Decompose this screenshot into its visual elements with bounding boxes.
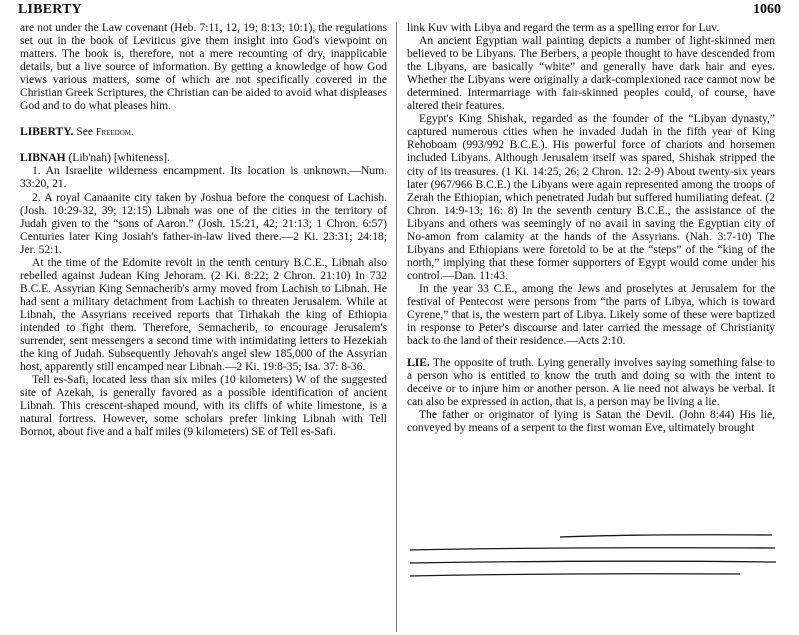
see-word: See bbox=[76, 126, 93, 139]
lie-underlined-text: Lying generally involves saying something false to a person who is entitled to know the truth and doing so with the intent to deceive or to injure him or another person. bbox=[407, 357, 776, 396]
hand-underline-2 bbox=[410, 548, 775, 550]
libnah-pronunciation: (Lib'nah) [whiteness]. bbox=[68, 152, 170, 165]
lie-paragraph-2: The father or originator of lying is Satan the Devil. (John 8:44) His lie, conveyed by means of a serpent to the first woman Eve, ultimately brought bbox=[407, 409, 775, 435]
libnah-paragraph-1: 1. An Israelite wilderness encampment. Its location is unknown.—Num. 33:20, 21. bbox=[20, 165, 387, 191]
liberty-entry-head: LIBERTY. bbox=[20, 126, 74, 139]
hand-underline-3 bbox=[410, 561, 776, 563]
libya-paragraph-1: link Kuv with Libya and regard the term as a spelling error for Luv. bbox=[407, 22, 720, 34]
libnah-paragraph-4: Tell es-Safi, located less than six miles (10 kilometers) W of the suggested site of Azekah, is generally favored as a possible identification of ancient Libnah. This crescent-shaped mound, with its cliffs of white limestone, is a natural fortress. However, some scholars prefer linking Libnah with Tell Bornot, about five and a half miles (9 kilometers) SE of Tell es-Safi. bbox=[20, 374, 387, 439]
libnah-paragraph-2: 2. A royal Canaanite city taken by Joshua before the conquest of Lachish. (Josh. 10:29-32, 39; 12:15) Libnah was one of the cities in the territory of Judah given to the “sons of Aaron.” (Josh. 15:21, 42; 21:13; 1 Chron. 6:57) Centuries later King Josiah's father-in-law lived there.—2 Ki. 23:31; 24:18; Jer. 52:1. bbox=[20, 191, 387, 256]
running-title: LIBERTY bbox=[18, 2, 82, 17]
libya-paragraph-2: An ancient Egyptian wall painting depicts a number of light-skinned men believed to be Libyans. The Berbers, a people thought to have descended from the Libyans, are basically “white” and generally have dark hair and eyes. Whether the Libyans were originally a dark-complexioned race cannot now be determined. Intermarriage with fair-skinned peoples could, of course, have altered their features. bbox=[407, 35, 775, 113]
lie-lead-text: The opposite of truth. bbox=[432, 357, 535, 370]
hand-underline-1 bbox=[560, 535, 772, 537]
freedom-reference: Freedom. bbox=[95, 127, 134, 139]
liberty-cross-reference bbox=[20, 126, 387, 139]
left-column bbox=[20, 22, 387, 439]
libnah-heading bbox=[20, 152, 387, 165]
libnah-paragraph-3: At the time of the Edomite revolt in the tenth century B.C.E., Libnah also rebelled against Judean King Jehoram. (2 Ki. 8:22; 2 Chron. 21:10) In 732 B.C.E. Assyrian King Sennacherib's army moved from Lachish to Libnah. He had sent a military detachment from Lachish to threaten Jerusalem. While at Libnah, the Assyrians received reports that Tirhakah the king of Ethiopia intended to fight them. Therefore, Sennacherib, to encourage Jerusalem's surrender, sent messengers a second time with intimidating letters to Hezekiah the king of Judah. Subsequently Jehovah's angel slew 185,000 of the Assyrian host, apparently still encamped near Libnah.—2 Ki. 19:8-35; Isa. 37: 8-36. bbox=[20, 256, 387, 374]
hand-underline-4 bbox=[410, 574, 740, 576]
lie-entry-head: LIE. bbox=[407, 357, 430, 370]
libya-paragraph-4: In the year 33 C.E., among the Jews and proselytes at Jerusalem for the festival of Pentecost were persons from “the parts of Libya, which is toward Cyrene,” that is, the western part of Libya. Likely some of these were baptized in response to Peter's discourse and later carried the message of Christianity back to the land of their residence.—Acts 2:10. bbox=[407, 282, 775, 348]
libya-paragraph-3: Egypt's King Shishak, regarded as the founder of the “Libyan dynasty,” captured numerous cities when he invaded Judah in the fifth year of King Rehoboam (993/992 B.C.E.). His powerful force of chariots and horsemen included Libyans. Although Jerusalem itself was spared, Shishak stripped the city of its treasures. (1 Ki. 14:25, 26; 2 Chron. 12: 2-9) About twenty-six years later (967/966 B.C.E.) the Libyans were again represented among the troops of Zerah the Ethiopian, which penetrated Judah but suffered humiliating defeat. (2 Chron. 14:9-13; 16: 8) In the seventh century B.C.E., the assistance of the Libyans and others was seemingly of no avail in saving the Egyptian city of No-amon from calamity at the hands of the Assyrians. (Nah. 3:7-10) The Libyans and Ethiopians were foretold to be at the “steps” of the “king of the north,” implying that these former supporters of Egypt would come under his control.—Dan. 11:43. bbox=[407, 113, 775, 282]
page-number: 1060 bbox=[753, 2, 781, 17]
right-column bbox=[407, 22, 775, 435]
liberty-continuation: are not under the Law covenant (Heb. 7:11, 12, 19; 8:13; 10:1), the regulations set out in the book of Leviticus give them insight into God's viewpoint on matters. The book is, therefore, not a mere recounting of dry, inapplicable details, but a live source of information. By getting a knowledge of how God views various matters, some of which are not specifically covered in the Christian Greek Scriptures, the Christian can be aided to avoid what displeases God and to do what pleases him. bbox=[20, 22, 387, 113]
libnah-entry-head: LIBNAH bbox=[20, 152, 66, 165]
column-divider bbox=[396, 22, 397, 632]
lie-rest-text: A lie need not always be verbal. It can also be expressed in action, that is, a person may be living a lie. bbox=[407, 383, 776, 409]
lie-paragraph-1 bbox=[407, 357, 775, 409]
